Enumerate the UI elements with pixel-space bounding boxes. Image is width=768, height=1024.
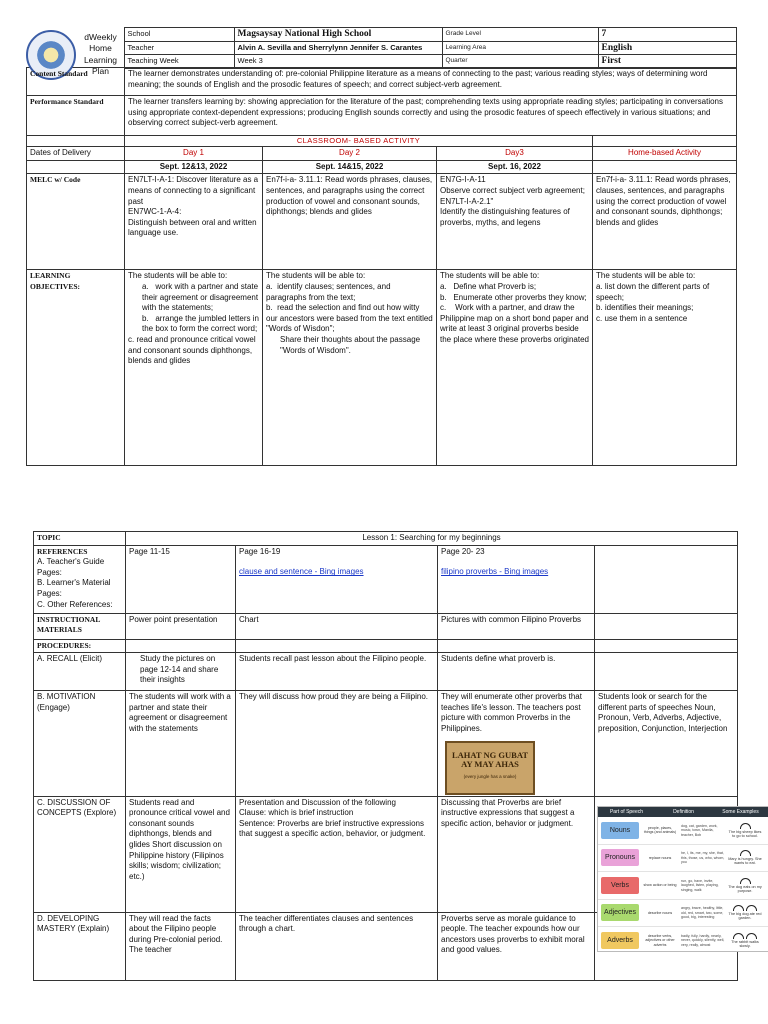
arc-icon (733, 905, 744, 911)
teacher-value: Alvin A. Sevilla and Sherrylynn Jennifer S. Carantes (234, 41, 442, 55)
discussion-day3: Discussing that Proverbs are brief instructive expressions that suggest a specific action, behavior or judgment. (438, 796, 595, 912)
arc-icon (740, 878, 751, 884)
day2-heading: Day 2 (263, 147, 437, 161)
melc-day3-line2: Observe correct subject verb agreement; (440, 186, 585, 196)
mat-day3: Pictures with common Filipino Proverbs (438, 613, 595, 639)
pos-tag-adjectives: Adjectives (601, 904, 639, 921)
pos-sample-verbs-text: The dog eats on my purpose. (728, 884, 762, 893)
developing-label: D. DEVELOPING MASTERY (Explain) (34, 912, 126, 980)
poster-text: LAHAT NG GUBAT AY MAY AHAS (451, 749, 529, 769)
ref-item-tg: A. Teacher's Guide Pages: (37, 557, 105, 577)
obj-day2-b: b. read the selection and find out how witty our ancestors were based from the text entitled "Words of Wisdon"; (266, 303, 433, 334)
delivery-label: Dates of Delivery (27, 147, 125, 161)
motivation-day2: They will discuss how proud they are being a Filipino. (236, 691, 438, 796)
references-label: REFERENCES (37, 546, 88, 556)
discussion-day1: Students read and pronounce critical vowel and consonant sounds diphthongs, blends and glides Short discussion on Philippine history (Filipinos skills; wisdom; civilization; etc.) (126, 796, 236, 912)
mat-day1: Power point presentation (126, 613, 236, 639)
pos-sample-nouns (727, 823, 763, 838)
obj-home-b: b. identifies their meanings; (596, 303, 694, 313)
pos-sample-adjectives (727, 905, 763, 920)
discussion-day2-c: Sentence: Proverbs are brief instructive expressions that suggest a specific action, behavior, or judgment. (239, 818, 426, 839)
arc-icon (746, 933, 757, 939)
melc-day1-line1: EN7LT-I-A-1: Discover literature as a means of connecting to a significant past (128, 175, 259, 206)
pos-chart-header (598, 807, 768, 817)
pos-col-definition: Definition (673, 809, 694, 815)
home-heading: Home-based Activity (593, 147, 737, 161)
arc-icon (733, 933, 744, 939)
melc-day3-line3: EN7LT-I-A-2.1" (440, 196, 494, 206)
obj-home-intro: The students will be able to: (596, 271, 696, 281)
melc-home: En7f-i-a- 3.11.1: Read words phrases, clauses, sentences, and paragraphs using the correct production of vowel and consonant sounds, diphthongs; blends and glides (593, 174, 737, 270)
pos-row-verbs (598, 872, 768, 900)
pos-sample-pronouns-text: Mary is hungry. She wants to eat. (728, 857, 762, 866)
developing-day3: Proverbs serve as morale guidance to people. The teacher expounds how our ancestors uses proverbs to exhibit moral and good values. (438, 912, 595, 980)
pos-row-pronouns (598, 845, 768, 873)
ref-day3-page: Page 20- 23 (441, 546, 485, 556)
procedures-label: PROCEDURES: (34, 639, 126, 653)
recall-label: A. RECALL (Elicit) (34, 653, 126, 691)
references-cell (34, 545, 126, 613)
pos-sample-verbs (727, 878, 763, 893)
recall-day2: Students recall past lesson about the Filipino people. (236, 653, 438, 691)
pos-sample-adverbs (727, 933, 763, 948)
discussion-day2-a: Presentation and Discussion of the following (239, 797, 396, 807)
ref-day1: Page 11-15 (126, 545, 236, 613)
melc-day3-line1: EN7G-I-A-11 (440, 175, 486, 185)
melc-day3-line4: Identify the distinguishing features of proverbs, myths, and legens (440, 207, 570, 227)
obj-day2-intro: The students will be able to: (266, 271, 366, 281)
pos-sample-adverbs-text: The rabbit walks slowly. (731, 939, 759, 948)
day2-date: Sept. 14&15, 2022 (263, 160, 437, 174)
obj-day3-b: b. Enumerate other proverbs they know; (440, 292, 587, 302)
obj-day1-b: b. arrange the jumbled letters in the box to form the correct word; (142, 313, 259, 334)
objectives-day2 (263, 270, 437, 466)
motivation-day1: The students will work with a partner and state their agreement or disagreement with the statements (126, 691, 236, 796)
obj-day1-intro: The students will be able to: (128, 271, 228, 281)
pos-tag-adverbs: Adverbs (601, 932, 639, 949)
topic-label: TOPIC (34, 532, 126, 546)
performance-standard-label: Performance Standard (27, 96, 125, 136)
obj-day2-a: a. identify clauses; sentences, and paragraphs from the text; (266, 282, 391, 302)
obj-home-c: c. use them in a sentence (596, 313, 688, 323)
pos-tag-pronouns: Pronouns (601, 849, 639, 866)
school-value: Magsaysay National High School (234, 28, 442, 42)
filipino-proverbs-link[interactable]: filipino proverbs - Bing images (441, 567, 549, 577)
dll-label: dWeekly Home Learning Plan (83, 31, 118, 76)
week-label: Teaching Week (124, 55, 234, 69)
day1-date: Sept. 12&13, 2022 (125, 160, 263, 174)
mat-day2: Chart (236, 613, 438, 639)
quarter-label: Quarter (442, 55, 598, 69)
pos-ex-adjectives: angry, brave, healthy, little, old, red, smart, two, some, good, big, interesting (681, 906, 724, 919)
arc-icon (746, 905, 757, 911)
melc-day1 (125, 174, 263, 270)
school-label: School (124, 28, 234, 42)
content-standard-text: The learner demonstrates understanding of: pre-colonial Philippine literature as a means of connecting to the past; various reading styles; ways of determining word meaning; the sounds of English and the prosodic features of speech; and correct subject-verb agreement. (125, 68, 737, 96)
pos-def-adjectives: describe nouns (647, 910, 673, 915)
recall-day1: Study the pictures on page 12-14 and share their insights (126, 653, 236, 691)
ref-item-lm: B. Learner's Material Pages: (37, 578, 111, 598)
motivation-day3-text: They will enumerate other proverbs that teaches life's lesson. The teachers post picture with common Proverbs in the Philippines. (441, 692, 582, 733)
performance-standard-text: The learner transfers learning by: showing appreciation for the literature of the past; comprehending texts using appropriate reading styles; participating in conversations using appropriate context-dependent expressions; producing English sounds correctly and using the prosodic features of speech effectively in various situations; and observing correct subject-verb agreement. (125, 96, 737, 136)
pos-sample-pronouns (727, 850, 763, 865)
materials-label: INSTRUCTIONAL MATERIALS (34, 613, 126, 639)
topic-value: Lesson 1: Searching for my beginnings (126, 532, 738, 546)
objectives-label: LEARNING OBJECTIVES: (27, 270, 125, 466)
melc-label: MELC w/ Code (27, 174, 125, 270)
objectives-day3 (437, 270, 593, 466)
obj-day2-c: Share their thoughts about the passage "Words of Wisdom". (280, 335, 421, 355)
pos-tag-verbs: Verbs (601, 877, 639, 894)
classroom-banner: CLASSROOM- BASED ACTIVITY (125, 136, 593, 147)
pos-ex-adverbs: badly, fully, hardly, nearly, never, quickly, silently, well, very, really, almost (681, 933, 725, 947)
quarter-value: First (598, 55, 736, 69)
discussion-day2-b: Clause: which is brief instruction (239, 808, 354, 818)
discussion-label: C. DISCUSSION OF CONCEPTS (Explore) (34, 796, 126, 912)
standards-table (26, 67, 737, 466)
recall-day3: Students define what proverb is. (438, 653, 595, 691)
pos-ex-pronouns: he, I, its, me, my, she, that, this, those, us, who, whom, you (681, 851, 725, 864)
ref-day2 (236, 545, 438, 613)
pos-sample-adjectives-text: The big dog ate red garden. (728, 912, 762, 921)
teacher-label: Teacher (124, 41, 234, 55)
pos-row-nouns (598, 817, 768, 845)
ref-day2-page: Page 16-19 (239, 546, 281, 556)
parts-of-speech-chart (597, 806, 768, 952)
day3-date: Sept. 16, 2022 (437, 160, 593, 174)
objectives-home (593, 270, 737, 466)
motivation-day3 (438, 691, 595, 796)
obj-day1-c: c. read and pronounce critical vowel and consonant sounds diphthongs, blends and glides (128, 335, 256, 366)
clause-sentence-link[interactable]: clause and sentence - Bing images (239, 567, 364, 577)
pos-def-verbs: show action or being (643, 883, 677, 887)
pos-tag-nouns: Nouns (601, 822, 639, 839)
pos-row-adverbs (598, 927, 768, 954)
grade-label: Grade Level (442, 28, 598, 42)
ref-item-other: C. Other References: (37, 599, 113, 609)
dll-page-1 (0, 27, 768, 466)
pos-col-examples: Some Examples (722, 809, 759, 815)
grade-value: 7 (598, 28, 736, 42)
pos-ex-verbs: run, go, have, invite, laughed, listen, playing, singing, walk (681, 878, 719, 892)
content-standard-label: Content Standard (27, 68, 125, 96)
pos-sample-nouns-text: The big sheep likes to go to school. (728, 829, 762, 838)
area-value: English (598, 41, 736, 55)
motivation-home: Students look or search for the different parts of speeches Noun, Pronoun, Verb, Adverbs, Adjective, preposition, Conjunction, Interjection (595, 691, 738, 796)
pos-def-adverbs: describe verbs, adjectives or other adverbs (645, 933, 675, 947)
area-label: Learning Area (442, 41, 598, 55)
poster-subtext: (every jungle has a snake) (463, 773, 517, 779)
ref-day3 (438, 545, 595, 613)
developing-day1: They will read the facts about the Filipino people during Pre-colonial period. The teacher (126, 912, 236, 980)
developing-day2: The teacher differentiates clauses and sentences through a chart. (236, 912, 438, 980)
obj-day3-c: c. Work with a partner, and draw the Philippine map on a short bond paper and write at least 3 original proverbs beside the place where these proverbs originated (440, 303, 589, 345)
obj-day3-intro: The students will be able to: (440, 271, 540, 281)
day3-heading: Day3 (437, 147, 593, 161)
proverb-poster-image (445, 741, 535, 795)
pos-col-part: Part of Speech (609, 809, 644, 815)
pos-row-adjectives (598, 900, 768, 928)
week-value: Week 3 (234, 55, 442, 69)
discussion-day2 (236, 796, 438, 912)
motivation-label: B. MOTIVATION (Engage) (34, 691, 126, 796)
obj-home-a: a. list down the different parts of speech; (596, 282, 710, 302)
melc-day1-line2: EN7WC-1-A-4: (128, 207, 182, 217)
pos-ex-nouns: dog, cat, garden, work, music, town, Manila, teacher, Bob (681, 823, 718, 837)
obj-day1-a: a. work with a partner and state their agreement or disagreement with the statements; (142, 282, 259, 313)
day1-heading: Day 1 (125, 147, 263, 161)
pos-def-pronouns: replace nouns (648, 855, 672, 860)
arc-icon (740, 823, 751, 829)
melc-day1-line3: Distinguish between oral and written language use. (128, 217, 257, 238)
melc-day2: En7f-i-a- 3.11.1: Read words phrases, clauses, sentences, and paragraphs using the correct production of vowel and consonant sounds, diphthongs; blends and glides (263, 174, 437, 270)
melc-day3 (437, 174, 593, 270)
obj-day3-a: a. Define what Proverb is; (440, 282, 537, 292)
arc-icon (740, 850, 751, 856)
objectives-day1 (125, 270, 263, 466)
pos-def-nouns: people, places, things (and animals) (643, 825, 677, 835)
